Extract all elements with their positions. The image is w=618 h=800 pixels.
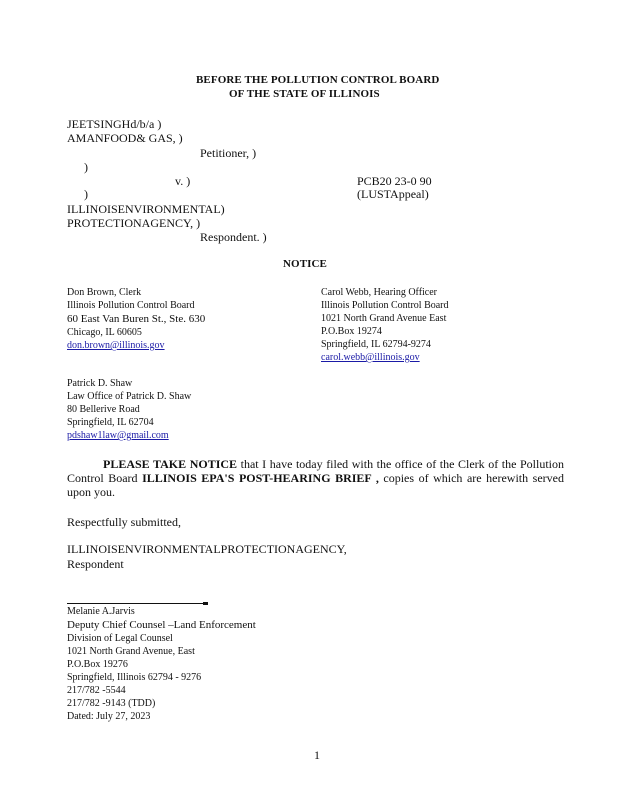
recipient-clerk-name: Don Brown, Clerk xyxy=(67,287,142,298)
recipient-counsel-org: Law Office of Patrick D. Shaw xyxy=(67,391,192,402)
signer-pobox: P.O.Box 19276 xyxy=(67,659,128,670)
agency-role: Respondent xyxy=(67,557,124,571)
respondent-name-1: ILLINOISENVIRONMENTAL) xyxy=(67,202,225,216)
notice-paragraph xyxy=(67,457,564,499)
recipient-officer-city: Springfield, IL 62794-9274 xyxy=(321,339,431,350)
signed-date: Dated: July 27, 2023 xyxy=(67,711,151,722)
board-state: OF THE STATE OF ILLINOIS xyxy=(229,88,380,100)
petitioner-name: JEETSINGHd/b/a ) xyxy=(67,117,162,131)
recipient-counsel-address: 80 Bellerive Road xyxy=(67,404,140,415)
closing: Respectfully submitted, xyxy=(67,515,181,529)
signer-title: Deputy Chief Counsel –Land Enforcement xyxy=(67,619,256,631)
page-number: 1 xyxy=(314,748,320,762)
signer-division: Division of Legal Counsel xyxy=(67,633,173,644)
versus: v. ) xyxy=(175,174,191,188)
notice-text-2: copies of which are herewith served upon you. xyxy=(67,471,564,499)
notice-lead: PLEASE TAKE NOTICE xyxy=(103,457,238,471)
recipient-officer-pobox: P.O.Box 19274 xyxy=(321,326,382,337)
recipient-clerk-email-link[interactable]: don.brown@illinois.gov xyxy=(67,340,165,351)
signer-address: 1021 North Grand Avenue, East xyxy=(67,646,195,657)
respondent-name-2: PROTECTIONAGENCY, ) xyxy=(67,216,201,230)
signer-city: Springfield, Illinois 62794 - 9276 xyxy=(67,672,202,683)
case-number: PCB20 23-0 90 xyxy=(357,174,432,188)
brief-title: ILLINOIS EPA'S POST-HEARING BRIEF , xyxy=(142,471,379,485)
petitioner-label: Petitioner, ) xyxy=(200,146,257,160)
notice-title: NOTICE xyxy=(283,258,327,270)
signer-phone: 217/782 -5544 xyxy=(67,685,126,696)
recipient-clerk-org: Illinois Pollution Control Board xyxy=(67,300,195,311)
signer-tdd: 217/782 -9143 (TDD) xyxy=(67,698,156,709)
recipient-counsel-city: Springfield, IL 62704 xyxy=(67,417,154,428)
signature-line-end xyxy=(203,602,208,605)
recipient-officer-email-link[interactable]: carol.webb@illinois.gov xyxy=(321,352,420,363)
recipient-officer-name: Carol Webb, Hearing Officer xyxy=(321,287,438,298)
caption-paren-2: ) xyxy=(84,187,88,201)
agency-name: ILLINOISENVIRONMENTALPROTECTIONAGENCY, xyxy=(67,542,347,556)
case-type: (LUSTAppeal) xyxy=(357,187,429,201)
recipient-clerk-city: Chicago, IL 60605 xyxy=(67,327,142,338)
caption-paren: ) xyxy=(84,160,88,174)
board-title: BEFORE THE POLLUTION CONTROL BOARD xyxy=(196,74,440,86)
signature-line xyxy=(67,603,206,604)
recipient-officer-address: 1021 North Grand Avenue East xyxy=(321,313,447,324)
recipient-counsel-name: Patrick D. Shaw xyxy=(67,378,133,389)
signer-name: Melanie A.Jarvis xyxy=(67,606,135,617)
recipient-officer-org: Illinois Pollution Control Board xyxy=(321,300,449,311)
recipient-clerk-address: 60 East Van Buren St., Ste. 630 xyxy=(67,313,206,325)
respondent-label: Respondent. ) xyxy=(200,230,267,244)
recipient-counsel-email-link[interactable]: pdshaw1law@gmail.com xyxy=(67,430,169,441)
notice-text-1: that I have today filed with the office of the Clerk of the Pollution Control Board xyxy=(67,457,564,485)
petitioner-dba: AMANFOOD& GAS, ) xyxy=(67,131,183,145)
